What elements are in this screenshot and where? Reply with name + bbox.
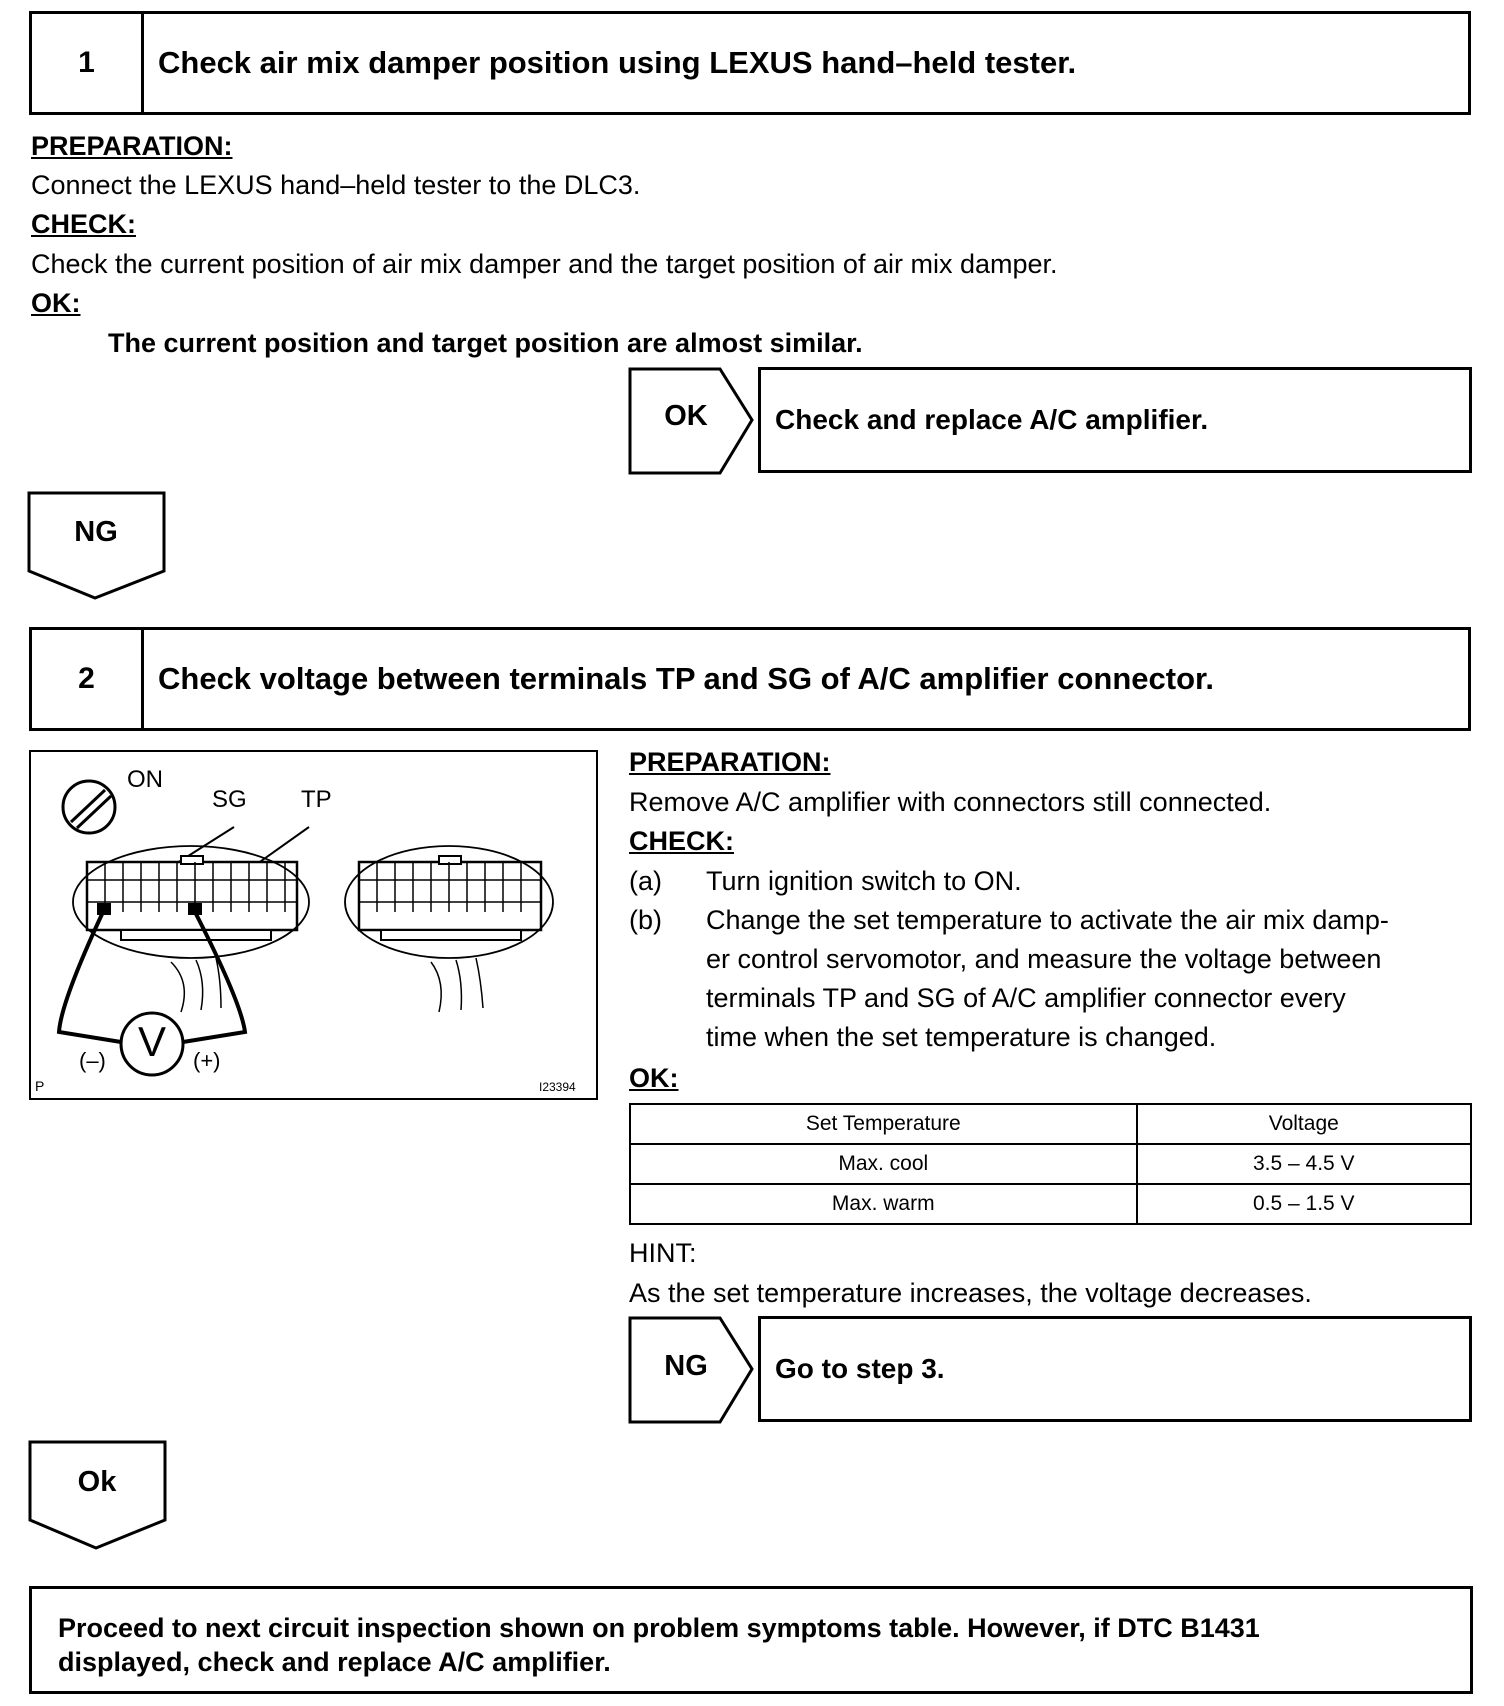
step-2-header <box>29 627 1471 731</box>
sg-label: SG <box>212 786 247 813</box>
check-heading: CHECK: <box>31 209 136 239</box>
ng-branch-result: Go to step 3. <box>758 1316 1472 1422</box>
hint-text: As the set temperature increases, the voltage decreases. <box>629 1278 1312 1308</box>
preparation-text: Connect the LEXUS hand–held tester to the DLC3. <box>31 170 641 200</box>
right-connector <box>345 846 553 1012</box>
check-item-text-line: er control servomotor, and measure the voltage between <box>706 944 1382 974</box>
on-label: ON <box>127 766 163 793</box>
step-title: Check air mix damper position using LEXUS hand–held tester. <box>158 45 1077 80</box>
voltmeter-label: V <box>137 1018 166 1065</box>
table-cell: Max. warm <box>630 1184 1137 1224</box>
ok-label: Ok <box>77 1466 117 1498</box>
final-instruction-line: displayed, check and replace A/C amplifier. <box>58 1647 611 1677</box>
hint-heading: HINT: <box>629 1238 697 1268</box>
ok-heading: OK: <box>31 288 81 318</box>
check-heading: CHECK: <box>629 826 734 856</box>
preparation-text: Remove A/C amplifier with connectors still connected. <box>629 787 1272 817</box>
voltage-spec-table <box>629 1103 1472 1225</box>
corner-label: P <box>35 1078 45 1094</box>
check-item-text-line: terminals TP and SG of A/C amplifier connector every <box>706 983 1346 1013</box>
table-cell: Max. cool <box>630 1144 1137 1184</box>
check-item-marker: (b) <box>629 905 662 935</box>
check-item-text-line: time when the set temperature is changed. <box>706 1022 1217 1052</box>
check-text: Check the current position of air mix damper and the target position of air mix damper. <box>31 249 1058 279</box>
minus-label: (–) <box>79 1048 106 1073</box>
preparation-heading: PREPARATION: <box>629 747 831 777</box>
table-cell: 0.5 – 1.5 V <box>1137 1184 1471 1224</box>
ng-branch-label: NG <box>664 1350 708 1382</box>
table-row <box>630 1144 1471 1184</box>
table-header: Set Temperature <box>630 1104 1137 1144</box>
table-row <box>630 1184 1471 1224</box>
ok-branch-label: OK <box>664 400 708 432</box>
preparation-heading: PREPARATION: <box>31 131 233 161</box>
step-title: Check voltage between terminals TP and SG of A/C amplifier connector. <box>158 661 1214 696</box>
step-1-header <box>29 11 1471 115</box>
left-connector <box>73 846 309 1012</box>
ok-branch-result: Check and replace A/C amplifier. <box>758 367 1472 473</box>
ng-label: NG <box>74 516 118 548</box>
table-header: Voltage <box>1137 1104 1471 1144</box>
figure-id: I23394 <box>539 1080 576 1094</box>
final-instruction <box>29 1586 1473 1694</box>
connector-diagram <box>29 750 598 1100</box>
plus-label: (+) <box>193 1048 221 1073</box>
step-number: 1 <box>32 14 144 112</box>
check-item-text: Turn ignition switch to ON. <box>706 866 1022 896</box>
table-cell: 3.5 – 4.5 V <box>1137 1144 1471 1184</box>
final-instruction-line: Proceed to next circuit inspection shown on problem symptoms table. However, if DTC B1431 <box>58 1613 1260 1643</box>
ok-heading: OK: <box>629 1063 679 1093</box>
check-item-text-line: Change the set temperature to activate the air mix damp- <box>706 905 1389 935</box>
tp-label: TP <box>301 786 332 813</box>
check-item-marker: (a) <box>629 866 662 896</box>
step-number: 2 <box>32 630 144 728</box>
ok-criteria: The current position and target position are almost similar. <box>108 328 863 358</box>
table-header-row <box>630 1104 1471 1144</box>
